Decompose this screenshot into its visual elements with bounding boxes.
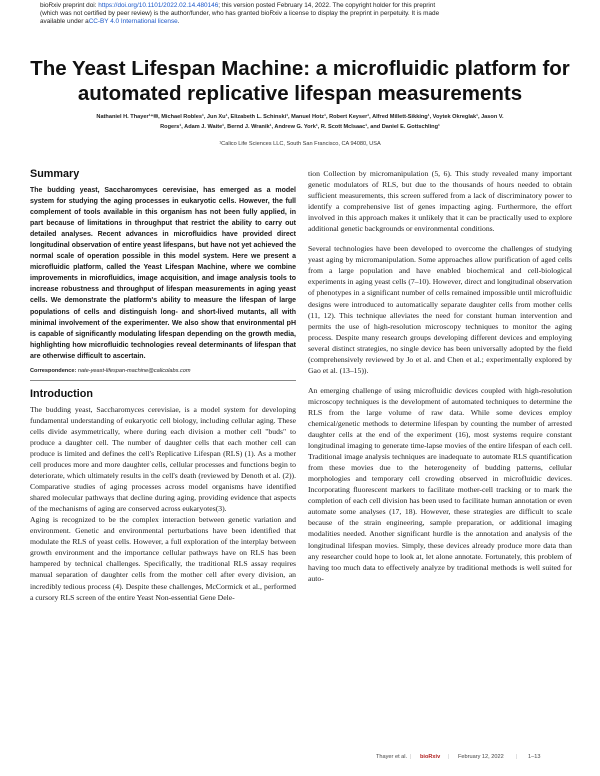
preprint-header-line1: bioRxiv preprint doi: https://doi.org/10.1101/2022.02.14.480146; this version posted February 14, 2022. The copyright holder for this preprint — [40, 2, 436, 9]
left-column — [30, 168, 296, 603]
footer-pages: 1–13 — [528, 754, 541, 760]
correspondence-label: Correspondence: — [30, 367, 77, 374]
footer-separator: | — [516, 754, 518, 760]
doi-link[interactable]: https://doi.org/10.1101/2022.02.14.480146 — [98, 2, 219, 9]
license-link[interactable]: CC-BY 4.0 International license — [88, 18, 178, 26]
footer-authors: Thayer et al. — [376, 754, 408, 760]
author-line-2: Rogers¹, Adam J. Waite¹, Bernd J. Wranik¹, Andrew G. York¹, R. Scott McIsaac¹, and Daniel E. Gottschling¹ — [160, 123, 440, 130]
right-paragraph-3: An emerging challenge of using microfluidic devices coupled with high-resolution microscopy techniques is the development of automated techniques to determine the RLS from the large volume of raw data. While some devices employ chemical/genetic methods to determine lifespan by counting the number of arrested daughter cells at the end of the experiment (16), most systems require constant longitudinal imaging to generate time-lapse movies of the entire lifespan of each cell. Traditional image analysis techniques are inadequate to automate RLS quantification from these movies due to the heterogeneity of budding patterns, cellular morphologies and temporary cell crowding observed in microfluidic devices. Incorporating fluorescent markers to facilitate mother-cell tracking or to mark the completion of each cell division has been used to facilitate human annotation or even automate some analyses (17, 18). However, these strategies are difficult to scale because of the strain engineering, sample preparation, or additional imaging modalities needed. Another significant hurdle is the annotation and analysis of the longitudinal lifespan movies. Simply, these devices already produce more data than any researcher could hope to look at, let alone annotate. Fortunately, this problem of having too much data to effectively analyze by traditional methods is well suited for auto- — [308, 385, 572, 583]
preprint-header-line2: (which was not certified by peer review) is the author/funder, who has granted bioRxiv a license to display the preprint in perpetuity. It is made — [40, 10, 440, 18]
summary-text: The budding yeast, Saccharomyces cerevisiae, has emerged as a model system for studying the aging processes in eukaryotic cells. However, the full complement of tools available in this organism has not been fully applied, in part because of limitations in throughput that restrict the ability to carry out detailed analyses. Recent advances in microfluidics have provided direct longitudinal observation of entire yeast lifespans, but have not yet achieved the normal scale of operation possible in this model system. Here we present a microfluidic platform, called the Yeast Lifespan Machine, where we combine improvements in microfluidics, image acquisition, and image analysis tools to increase robustness and throughput of lifespan measurements in aging yeast cells. We demonstrate the platform's ability to measure the lifespan of large populations of cells and distinguish long- and short-lived mutants, all with minimal involvement of the experimenter. We also show that environmental pH is capable of significantly modulating lifespan depending on the growth media, highlighting how microfluidic technologies reveal determinants of lifespan that are otherwise difficult to ascertain. — [30, 187, 296, 360]
footer-separator: | — [448, 754, 450, 760]
footer-server: bioRxiv — [420, 754, 441, 760]
intro-paragraph-2: Aging is recognized to be the complex interaction between genetic variation and environment. Genetic and environmental perturbations have been identified that modulate the RLS of yeast cells. However, a full exploration of the interplay between growth environment and the importance cellular pathways have on RLS has been hampered by technical challenges. Specifically, the traditional RLS assay requires manual separation of daughter cells from the mother cell after every division, an incredibly tedious process (4). Despite these challenges, McCormick et al., performed a cursory RLS screen of the entire Yeast Non-essential Gene Dele- — [30, 515, 296, 602]
right-paragraph-1: tion Collection by micromanipulation (5, 6). This study revealed many important genetic modulators of RLS, but due to the thousands of hours needed to obtain sufficient measurements, this screen suffered from a lack of discriminatory power to identify a comprehensive list of genes impacting aging. Furthermore, the effort involved in this approach makes it unlikely that it can be practically used to explore additional genetic backgrounds or environmental conditions. — [308, 169, 572, 234]
footer-date: February 12, 2022 — [458, 754, 504, 760]
right-column — [308, 168, 572, 584]
footer-separator: | — [410, 754, 412, 760]
page-footer — [0, 754, 600, 764]
intro-paragraph-1: The budding yeast, Saccharomyces cerevisiae, is a model system for developing fundamental understanding of eukaryotic cell biology, including cellular aging. These cells divide asymmetrically, where during each division a mother cell "buds" to produce a daughter cell. The number of daughter cells that each mother cell can produce is limited and defines the cell's Replicative Lifespan (RLS) (1). As a mother cell produces more and more daughter cells, cellular processes and functions begin to deteriorate, which ultimately results in the cell's death (reviewed by Denoth et al. (2)). Comparative studies of aging processes across model organisms have identified shared molecular pathways that decline during aging, providing evidence that aspects of the mechanisms of aging are conserved across eukaryotes(3). — [30, 404, 296, 514]
paper-title: The Yeast Lifespan Machine: a microfluidic platform for automated replicative lifespan measurements — [30, 57, 570, 105]
preprint-header-line3: available under aCC-BY 4.0 International license. — [40, 18, 180, 26]
introduction-heading: Introduction — [30, 387, 93, 400]
affiliation: ¹Calico Life Sciences LLC, South San Francisco, CA 94080, USA — [219, 141, 381, 147]
preprint-header — [40, 2, 568, 27]
summary-heading: Summary — [30, 168, 80, 180]
author-line-1: Nathaniel H. Thayer¹⁺✉, Michael Robles¹, Jun Xu¹, Elizabeth L. Schinski¹, Manuel Hotz¹, Robert Keyser¹, Alfred Millett-Sikking¹, Voytek Okreglak¹, Jason V. — [96, 114, 504, 120]
correspondence — [30, 368, 296, 374]
right-paragraph-2: Several technologies have been developed to overcome the challenges of studying yeast aging by micromanipulation. Some approaches allow purification of aged cells from a large population and have enabled biochemical and cell-biological experiments in aging yeast cells (7–10). However, direct and longitudinal observation of phenotypes in a significant number of cells remained impossible until microfluidic designs were introduced to automatically separate daughter cells from mother cells (11, 12). This technique alleviates the need for constant human intervention and permits the use of high-resolution microscopy techniques to monitor the aging process. Despite many research groups developing different devices and employing several distinct strategies, no single device has been universally adopted by the field (comprehensively reviewed by Jo et al. and Chen et al.; experimentally explored by Gao et al. (13–15)). — [308, 244, 572, 375]
correspondence-email[interactable]: nate-yeast-lifespan-machine@calicolabs.com — [77, 367, 191, 374]
author-list — [50, 113, 550, 132]
section-divider — [30, 380, 296, 381]
